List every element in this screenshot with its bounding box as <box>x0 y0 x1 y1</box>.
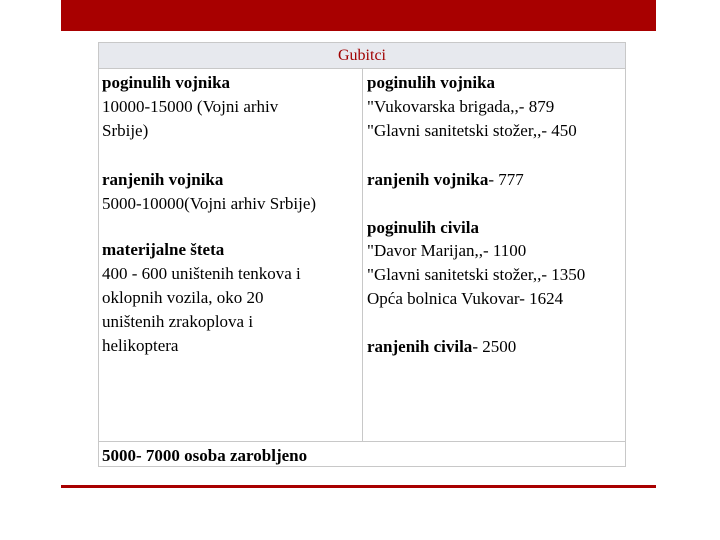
table-title: Gubitci <box>338 47 386 64</box>
right-civil-line1: "Davor Marijan,,- 1100 <box>367 241 527 260</box>
right-civil-wounded-value: - 2500 <box>472 337 517 356</box>
left-wounded-line1: 5000-10000(Vojni arhiv Srbije) <box>102 194 317 213</box>
left-killed-title: poginulih vojnika <box>102 73 231 92</box>
losses-table <box>98 42 626 467</box>
right-killed-title: poginulih vojnika <box>367 73 496 92</box>
column-divider <box>362 68 363 441</box>
right-civil-line3: Opća bolnica Vukovar- 1624 <box>367 289 564 308</box>
left-wounded-title: ranjenih vojnika <box>102 170 224 189</box>
row-divider <box>99 441 625 442</box>
right-killed-line2: "Glavni sanitetski stožer,,- 450 <box>367 121 577 140</box>
left-material-title: materijalne šteta <box>102 240 225 259</box>
left-material-line1: 400 - 600 uništenih tenkova i <box>102 264 301 283</box>
left-material-line2: oklopnih vozila, oko 20 <box>102 288 264 307</box>
left-killed-line1: 10000-15000 (Vojni arhiv <box>102 97 279 116</box>
right-wounded-value: - 777 <box>488 170 524 189</box>
left-killed-line2: Srbije) <box>102 121 149 140</box>
bottom-accent-line <box>61 485 656 488</box>
left-material-line3: uništenih zrakoplova i <box>102 312 254 331</box>
right-civil-killed-title: poginulih civila <box>367 218 479 237</box>
left-captured: 5000- 7000 osoba zarobljeno <box>102 446 308 465</box>
right-wounded-row <box>367 168 524 192</box>
right-civil-wounded-row <box>367 335 516 359</box>
right-wounded-title: ranjenih vojnika <box>367 170 489 189</box>
top-accent-bar <box>61 0 656 31</box>
left-material-line4: helikoptera <box>102 336 179 355</box>
right-killed-line1: "Vukovarska brigada,,- 879 <box>367 97 555 116</box>
right-civil-wounded-title: ranjenih civila <box>367 337 473 356</box>
right-civil-line2: "Glavni sanitetski stožer,,- 1350 <box>367 265 586 284</box>
table-header <box>99 43 625 69</box>
